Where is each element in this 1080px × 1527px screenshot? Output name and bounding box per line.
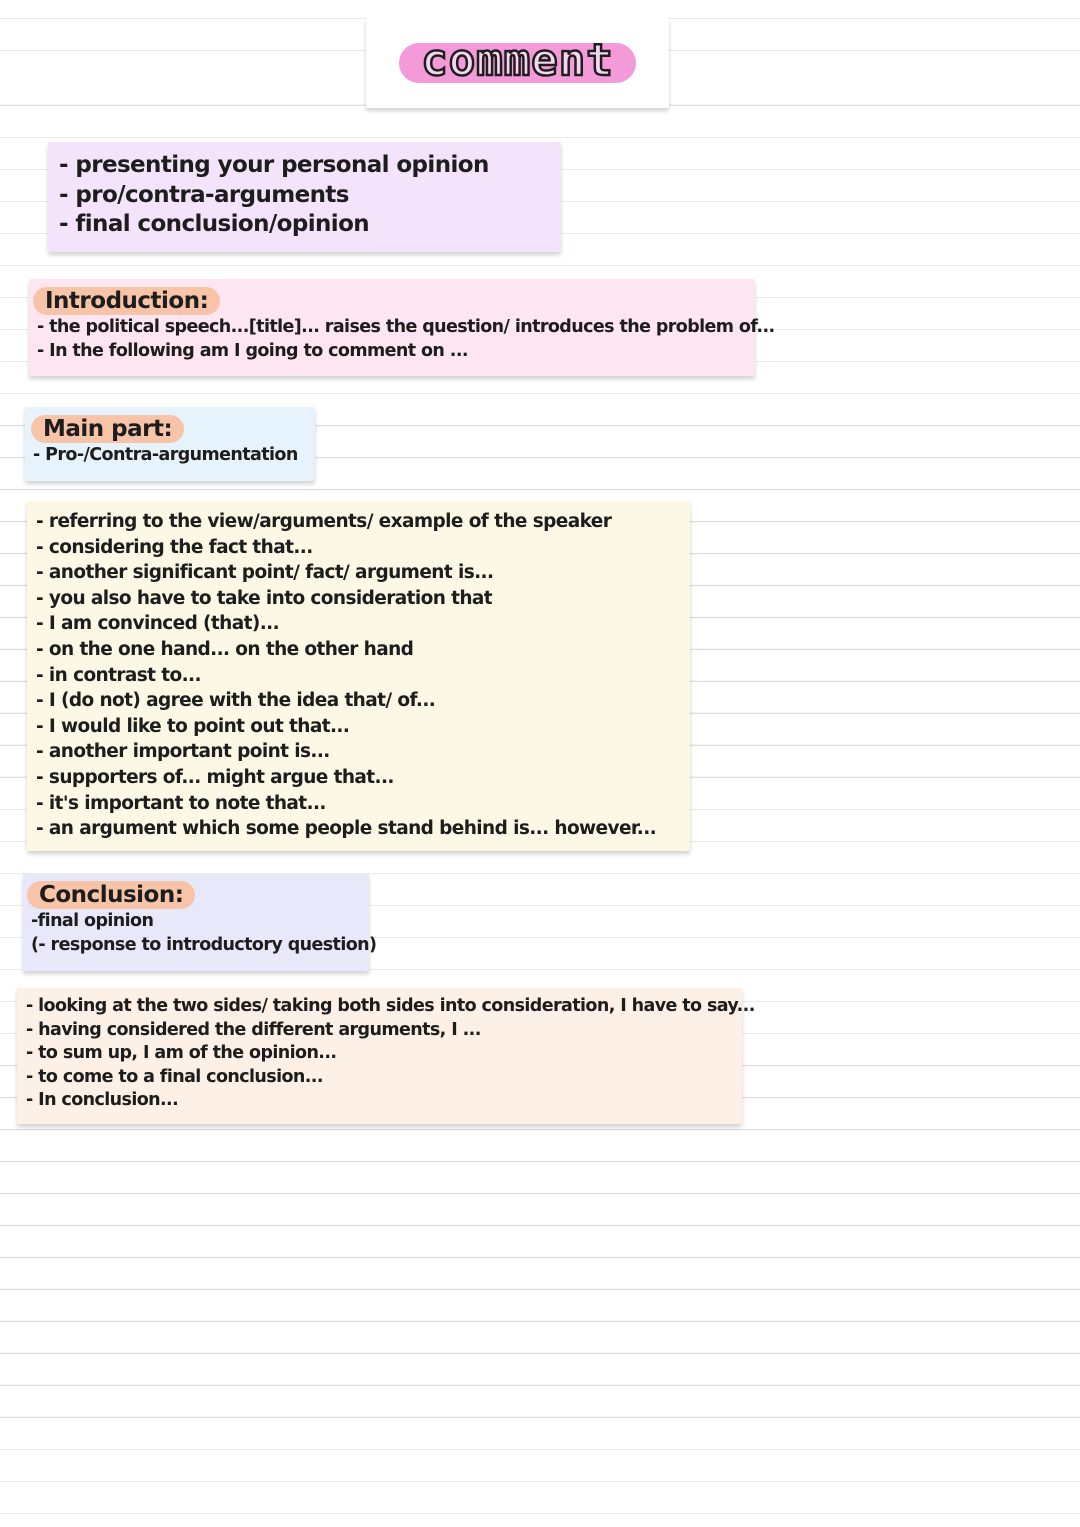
main-phrase-item: - you also have to take into consideration that — [36, 587, 493, 609]
introduction-label: Introduction: — [33, 287, 220, 315]
main-phrase-item: - it's important to note that... — [36, 792, 326, 814]
main-phrase-item: - on the one hand... on the other hand — [36, 638, 414, 660]
conclusion-phrase-item: - looking at the two sides/ taking both sides into consideration, I have to say... — [26, 996, 755, 1016]
main-phrase-item: - I am convinced (that)... — [36, 613, 279, 635]
overview-item: - final conclusion/opinion — [59, 211, 370, 237]
introduction-card — [29, 279, 775, 376]
main-phrase-item: - referring to the view/arguments/ example of the speaker — [36, 511, 612, 532]
conclusion-item: -final opinion — [31, 911, 154, 931]
main-phrase-item: - supporters of... might argue that... — [36, 766, 394, 788]
conclusion-phrase-item: - having considered the different arguments, I ... — [26, 1019, 481, 1040]
main-phrase-item: - another significant point/ fact/ argument is... — [36, 562, 494, 584]
conclusion-label: Conclusion: — [27, 881, 195, 909]
page-title: comment — [421, 35, 614, 86]
title-card — [366, 18, 669, 108]
overview-item: - pro/contra-arguments — [59, 181, 349, 208]
main-phrases-card — [27, 501, 690, 851]
main-phrase-item: - another important point is... — [36, 741, 330, 763]
main-part-card — [25, 407, 315, 481]
introduction-item: - the political speech...[title]... raises the question/ introduces the problem of... — [37, 317, 775, 337]
conclusion-phrase-item: - to come to a final conclusion... — [26, 1066, 323, 1087]
main-part-item: - Pro-/Contra-argumentation — [33, 445, 298, 465]
main-phrase-item: - I (do not) agree with the idea that/ of... — [36, 690, 436, 712]
title-highlight — [399, 35, 635, 86]
introduction-item: - In the following am I going to comment on ... — [37, 341, 468, 361]
overview-item: - presenting your personal opinion — [59, 152, 489, 178]
conclusion-phrase-item: - to sum up, I am of the opinion... — [26, 1043, 337, 1064]
conclusion-card — [23, 873, 377, 971]
main-phrase-item: - an argument which some people stand behind is... however... — [36, 818, 657, 840]
conclusion-item: (- response to introductory question) — [31, 935, 377, 955]
main-phrase-item: - in contrast to... — [36, 664, 201, 686]
conclusion-phrase-item: - In conclusion... — [26, 1090, 179, 1111]
conclusion-phrases-card — [17, 988, 755, 1124]
main-phrase-item: - considering the fact that... — [36, 536, 313, 558]
main-phrase-item: - I would like to point out that... — [36, 715, 350, 737]
overview-card — [48, 142, 561, 252]
main-part-label: Main part: — [31, 415, 184, 443]
